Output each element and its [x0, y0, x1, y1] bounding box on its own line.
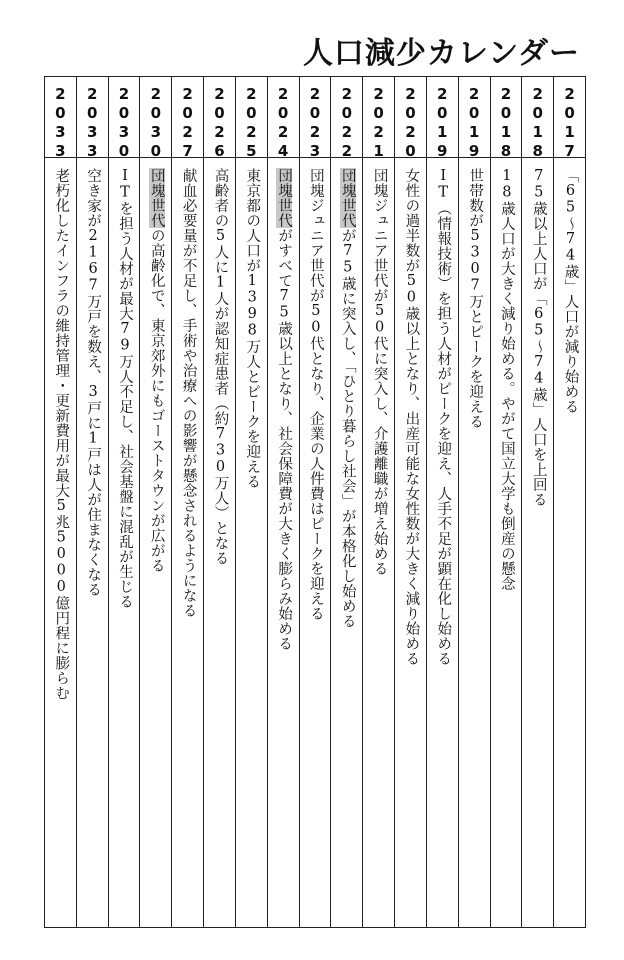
event-description: [371, 158, 387, 576]
year-label: 2019: [433, 85, 452, 161]
event-text: IT（情報技術）を担う人材がピークを迎え、人手不足が顕在化し始める: [435, 168, 452, 666]
year-label: 2030: [114, 85, 133, 161]
year-label: 2025: [242, 85, 261, 161]
event-description: [84, 158, 100, 597]
year-label: 2018: [528, 85, 547, 161]
event-description: [466, 158, 482, 429]
event-text: 団塊ジュニア世代が50代となり、企業の人件費はピークを迎える: [307, 168, 324, 621]
highlight-term: 団塊世代: [148, 168, 165, 228]
year-label: 2020: [401, 85, 420, 161]
year-label: 2024: [274, 85, 293, 161]
calendar-row: [108, 77, 140, 927]
calendar-row: [267, 77, 299, 927]
event-text: 18歳人口が大きく減り始める。やがて国立大学も倒産の懸念: [498, 168, 515, 591]
calendar-row: [362, 77, 394, 927]
event-text: 世帯数が5307万とピークを迎える: [467, 168, 484, 429]
calendar-row: [203, 77, 235, 927]
calendar-row: [426, 77, 458, 927]
page-title: 人口減少カレンダー: [302, 36, 580, 71]
year-label: 2033: [83, 85, 102, 161]
event-text: が75歳に突入し、「ひとり暮らし社会」が本格化し始める: [339, 228, 356, 629]
highlight-term: 団塊世代: [276, 168, 293, 228]
event-description: [434, 158, 450, 666]
calendar-row: [330, 77, 362, 927]
calendar-row: [490, 77, 522, 927]
highlight-term: 団塊世代: [339, 168, 356, 228]
calendar-row: [139, 77, 171, 927]
event-text: の高齢化で、東京郊外にもゴーストタウンが広がる: [148, 228, 165, 573]
year-label: 2026: [210, 85, 229, 161]
calendar-row: [76, 77, 108, 927]
event-description: [307, 158, 323, 621]
event-text: 東京都の人口が1398万人とピークを迎える: [244, 168, 261, 489]
event-description: [52, 158, 68, 701]
event-description: [148, 158, 164, 573]
year-label: 2019: [465, 85, 484, 161]
event-description: [402, 158, 418, 666]
year-label: 2033: [51, 85, 70, 161]
calendar-row: [394, 77, 426, 927]
event-description: [339, 158, 355, 629]
event-description: [530, 158, 546, 507]
event-description: [275, 158, 291, 651]
event-text: 「65～74歳」人口が減り始める: [562, 168, 579, 414]
event-text: 団塊ジュニア世代が50代に突入し、介護離職が増え始める: [371, 168, 388, 576]
event-text: 献血必要量が不足し、手術や治療への影響が懸念されるようになる: [180, 168, 197, 618]
calendar-row: [299, 77, 331, 927]
year-label: 2030: [146, 85, 165, 161]
calendar-row: [521, 77, 553, 927]
event-description: [212, 158, 228, 566]
year-label: 2022: [337, 85, 356, 161]
event-description: [180, 158, 196, 618]
event-description: [498, 158, 514, 591]
year-label: 2021: [369, 85, 388, 161]
event-description: [562, 158, 578, 414]
event-text: 高齢者の5人に1人が認知症患者（約730万人）となる: [212, 168, 229, 566]
calendar-row: [458, 77, 490, 927]
event-text: 女性の過半数が50歳以上となり、出産可能な女性数が大きく減り始める: [403, 168, 420, 666]
event-text: 空き家が2167万戸を数え、3戸に1戸は人が住まなくなる: [85, 168, 102, 597]
calendar-row: [553, 77, 585, 927]
event-text: 75歳以上人口が「65～74歳」人口を上回る: [530, 168, 547, 507]
event-text: 老朽化したインフラの維持管理・更新費用が最大5兆5000億円程に膨らむ: [53, 168, 70, 701]
event-text: がすべて75歳以上となり、社会保障費が大きく膨らみ始める: [276, 228, 293, 651]
year-label: 2027: [178, 85, 197, 161]
calendar-table: [44, 76, 586, 928]
calendar-row: [45, 77, 76, 927]
year-label: 2017: [560, 85, 579, 161]
year-label: 2023: [305, 85, 324, 161]
event-description: [243, 158, 259, 489]
year-label: 2018: [496, 85, 515, 161]
calendar-row: [171, 77, 203, 927]
event-description: [116, 158, 132, 609]
event-text: ITを担う人材が最大79万人不足し、社会基盤に混乱が生じる: [116, 168, 133, 609]
calendar-row: [235, 77, 267, 927]
